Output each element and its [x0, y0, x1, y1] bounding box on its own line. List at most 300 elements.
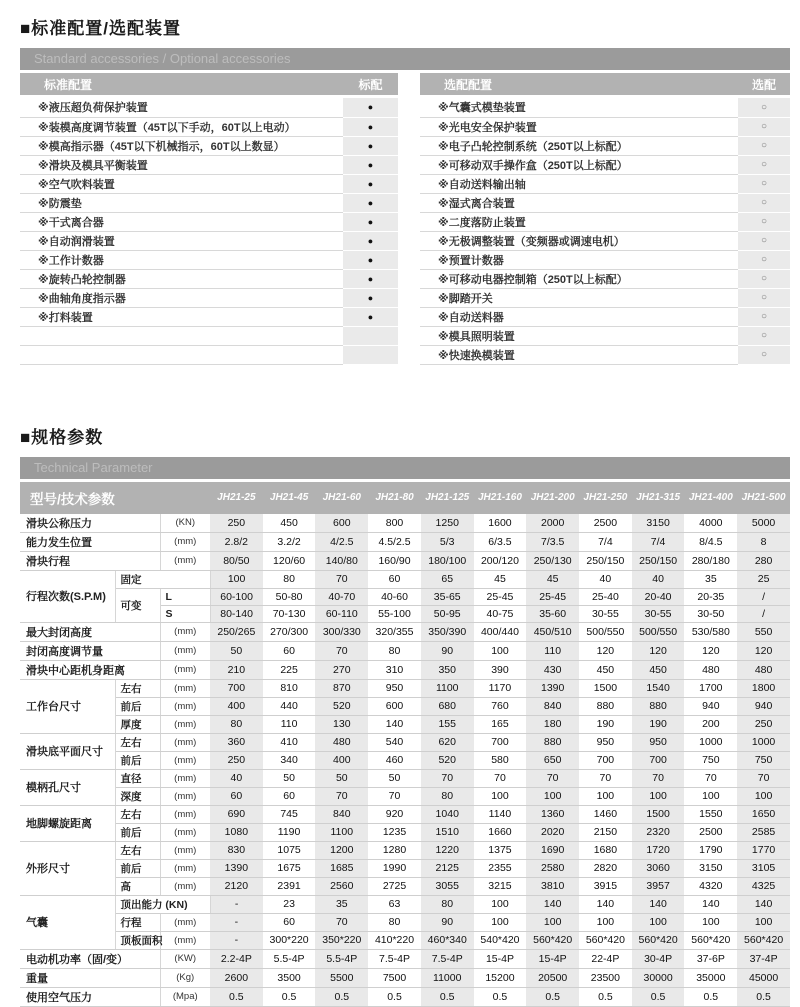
standard-accessories-table [20, 73, 398, 365]
spec-value: 70 [315, 787, 368, 805]
spec-value: 2500 [579, 514, 632, 533]
accessory-label: ※旋转凸轮控制器 [20, 269, 343, 288]
spec-value: 760 [474, 697, 527, 715]
spec-sub-label: 固定 [115, 570, 210, 588]
accessory-mark: ● [343, 288, 398, 307]
spec-value: 50 [315, 769, 368, 787]
spec-value: 7/4 [632, 532, 685, 551]
spec-unit: (Kg) [160, 968, 210, 987]
accessory-label: ※自动送料输出轴 [420, 174, 738, 193]
accessory-label: ※模高指示器（45T以下机械指示，60T以上数显） [20, 136, 343, 155]
spec-value: 500/550 [579, 622, 632, 641]
spec-value: 40 [632, 570, 685, 588]
accessory-row [20, 212, 398, 231]
section-accessories [20, 14, 790, 365]
model-header: JH21-25 [210, 482, 263, 514]
accessory-row [20, 345, 398, 364]
spec-value: 2120 [210, 877, 263, 895]
spec-value: 2580 [526, 859, 579, 877]
spec-value: 5/3 [421, 532, 474, 551]
accessory-mark: ● [343, 231, 398, 250]
spec-row [20, 987, 790, 1006]
spec-sub-label: 左右 [115, 841, 160, 859]
spec-value: 200 [684, 715, 737, 733]
spec-value: 70 [315, 913, 368, 931]
accessory-row [420, 212, 790, 231]
accessory-label: ※液压超负荷保护装置 [20, 98, 343, 117]
accessory-label: ※气囊式模垫装置 [420, 98, 738, 117]
spec-value: 0.5 [421, 987, 474, 1006]
accessory-row [420, 288, 790, 307]
accessories-subheading-bar: Standard accessories / Optional accessories [20, 48, 790, 70]
spec-value: 1250 [421, 514, 474, 533]
spec-value: 400/440 [474, 622, 527, 641]
accessory-row [420, 326, 790, 345]
model-header: JH21-200 [526, 482, 579, 514]
standard-header-row [20, 73, 398, 95]
spec-sub-label: 左右 [115, 805, 160, 823]
spec-value: 0.5 [737, 987, 790, 1006]
accessories-heading: ■标准配置/选配装置 [20, 19, 181, 38]
spec-value: 30-55 [632, 605, 685, 622]
spec-value: 7/3.5 [526, 532, 579, 551]
accessory-row [420, 250, 790, 269]
spec-value: 100 [737, 787, 790, 805]
spec-value: 70 [421, 769, 474, 787]
spec-value: 7.5-4P [421, 949, 474, 968]
accessory-label: ※干式离合器 [20, 212, 343, 231]
accessory-mark: ○ [738, 269, 790, 288]
accessory-row [20, 231, 398, 250]
spec-value: 45 [474, 570, 527, 588]
spec-value: 2020 [526, 823, 579, 841]
spec-value: 120 [579, 641, 632, 660]
spec-row [20, 877, 790, 895]
spec-value: 100 [684, 913, 737, 931]
spec-value: 55-100 [368, 605, 421, 622]
spec-value: 140/80 [315, 551, 368, 570]
standard-header-label: 标准配置 [20, 73, 343, 95]
spec-value: 1680 [579, 841, 632, 859]
spec-value: 580 [474, 751, 527, 769]
spec-value: 2355 [474, 859, 527, 877]
spec-value: 1720 [632, 841, 685, 859]
accessory-label: ※防震垫 [20, 193, 343, 212]
spec-value: 690 [210, 805, 263, 823]
accessories-tables [20, 73, 790, 365]
spec-value: 70 [526, 769, 579, 787]
spec-row [20, 913, 790, 931]
spec-value: 1675 [263, 859, 316, 877]
accessory-label: ※光电安全保护装置 [420, 117, 738, 136]
accessory-label: ※快速换模装置 [420, 345, 738, 364]
spec-value: 920 [368, 805, 421, 823]
spec-row [20, 823, 790, 841]
spec-value: 3150 [684, 859, 737, 877]
spec-value: 840 [315, 805, 368, 823]
accessory-row [20, 155, 398, 174]
spec-value: 300*220 [263, 931, 316, 949]
section-specs [20, 423, 790, 1007]
spec-value: 8 [737, 532, 790, 551]
spec-value: 2725 [368, 877, 421, 895]
spec-value: 450/510 [526, 622, 579, 641]
spec-row [20, 532, 790, 551]
spec-value: 20-40 [632, 588, 685, 605]
spec-row-label: 滑块底平面尺寸 [20, 733, 115, 769]
accessory-row [420, 174, 790, 193]
accessory-mark: ○ [738, 288, 790, 307]
spec-value: 480 [684, 660, 737, 679]
spec-value: 520 [315, 697, 368, 715]
accessory-row [20, 250, 398, 269]
accessory-row [420, 345, 790, 364]
spec-value: 250 [737, 715, 790, 733]
spec-value: 700 [632, 751, 685, 769]
accessory-label: ※预置计数器 [420, 250, 738, 269]
spec-value: 700 [474, 733, 527, 751]
model-header: JH21-80 [368, 482, 421, 514]
accessory-row [20, 326, 398, 345]
spec-row-label: 模柄孔尺寸 [20, 769, 115, 805]
spec-value: 460 [368, 751, 421, 769]
spec-value: 1375 [474, 841, 527, 859]
spec-value: 5.5-4P [263, 949, 316, 968]
spec-value: 100 [474, 641, 527, 660]
accessory-row [420, 155, 790, 174]
spec-value: 800 [368, 514, 421, 533]
spec-row [20, 733, 790, 751]
spec-value: 140 [737, 895, 790, 913]
accessory-label [20, 345, 343, 364]
accessory-row [20, 117, 398, 136]
spec-value: 450 [263, 514, 316, 533]
accessory-mark: ○ [738, 136, 790, 155]
model-header: JH21-315 [632, 482, 685, 514]
spec-value: 1770 [737, 841, 790, 859]
model-header: JH21-160 [474, 482, 527, 514]
spec-value: 450 [632, 660, 685, 679]
spec-value: 35 [315, 895, 368, 913]
spec-value: 30-55 [579, 605, 632, 622]
spec-value: 400 [315, 751, 368, 769]
spec-value: - [210, 895, 263, 913]
spec-value: 15200 [474, 968, 527, 987]
spec-value: 225 [263, 660, 316, 679]
spec-value: 810 [263, 679, 316, 697]
accessory-label: ※曲轴角度指示器 [20, 288, 343, 307]
spec-row [20, 931, 790, 949]
spec-value: 190 [579, 715, 632, 733]
spec-value: 250/265 [210, 622, 263, 641]
model-header: JH21-250 [579, 482, 632, 514]
spec-value: 1500 [632, 805, 685, 823]
spec-value: 0.5 [579, 987, 632, 1006]
spec-value: 1100 [315, 823, 368, 841]
specs-heading: ■规格参数 [20, 427, 104, 447]
spec-value: 0.5 [526, 987, 579, 1006]
spec-value: 140 [526, 895, 579, 913]
spec-row [20, 859, 790, 877]
spec-value: 65 [421, 570, 474, 588]
spec-value: 350/390 [421, 622, 474, 641]
spec-sub-label: 左右 [115, 733, 160, 751]
accessory-label: ※装模高度调节装置（45T以下手动，60T以上电动） [20, 117, 343, 136]
spec-value: 140 [368, 715, 421, 733]
accessory-mark: ○ [738, 174, 790, 193]
spec-value: 3810 [526, 877, 579, 895]
spec-value: 4/2.5 [315, 532, 368, 551]
accessory-mark: ● [343, 212, 398, 231]
spec-value: 950 [579, 733, 632, 751]
spec-value: 110 [263, 715, 316, 733]
spec-value: 80-140 [210, 605, 263, 622]
spec-value: 2585 [737, 823, 790, 841]
spec-value: 350*220 [315, 931, 368, 949]
spec-row [20, 588, 790, 605]
spec-value: 60-100 [210, 588, 263, 605]
accessory-row [420, 269, 790, 288]
optional-accessories-table [420, 73, 790, 365]
spec-value: 100 [579, 787, 632, 805]
accessory-label: ※打料装置 [20, 307, 343, 326]
accessory-label: ※滑块及模具平衡装置 [20, 155, 343, 174]
spec-value: 1510 [421, 823, 474, 841]
accessory-row [20, 307, 398, 326]
spec-value: 70-130 [263, 605, 316, 622]
spec-value: - [210, 913, 263, 931]
spec-value: 500/550 [632, 622, 685, 641]
accessory-label: ※无极调整装置（变频器或调速电机） [420, 231, 738, 250]
spec-value: / [737, 588, 790, 605]
spec-value: 2125 [421, 859, 474, 877]
spec-row [20, 895, 790, 913]
spec-value: 1660 [474, 823, 527, 841]
spec-value: 0.5 [684, 987, 737, 1006]
spec-row [20, 551, 790, 570]
spec-value: 35-60 [526, 605, 579, 622]
spec-value: 1170 [474, 679, 527, 697]
spec-value: 940 [737, 697, 790, 715]
accessory-mark: ○ [738, 155, 790, 174]
spec-value: 30-4P [632, 949, 685, 968]
spec-unit: (mm) [160, 660, 210, 679]
spec-value: 120 [632, 641, 685, 660]
spec-unit: (mm) [160, 532, 210, 551]
spec-value: 550 [737, 622, 790, 641]
spec-value: 120 [684, 641, 737, 660]
accessory-label: ※空气吹料装置 [20, 174, 343, 193]
spec-value: 20-35 [684, 588, 737, 605]
spec-value: 2.2-4P [210, 949, 263, 968]
spec-value: 35 [684, 570, 737, 588]
spec-value: 80 [421, 787, 474, 805]
spec-value: 100 [526, 787, 579, 805]
spec-sub2-label: S [160, 605, 210, 622]
spec-value: 60 [368, 570, 421, 588]
spec-value: 360 [210, 733, 263, 751]
spec-value: 120 [737, 641, 790, 660]
spec-value: 250 [210, 751, 263, 769]
spec-value: 4320 [684, 877, 737, 895]
spec-value: 40 [210, 769, 263, 787]
spec-row [20, 715, 790, 733]
accessory-row [20, 269, 398, 288]
spec-value: 140 [632, 895, 685, 913]
spec-unit: (mm) [160, 679, 210, 697]
model-header: JH21-400 [684, 482, 737, 514]
accessory-mark: ● [343, 250, 398, 269]
accessory-mark [343, 345, 398, 364]
spec-value: 4.5/2.5 [368, 532, 421, 551]
spec-value: 250/130 [526, 551, 579, 570]
spec-value: 130 [315, 715, 368, 733]
spec-row [20, 679, 790, 697]
spec-value: 1235 [368, 823, 421, 841]
accessory-mark: ○ [738, 307, 790, 326]
spec-value: 1190 [263, 823, 316, 841]
spec-unit: (mm) [160, 913, 210, 931]
spec-value: 50 [368, 769, 421, 787]
spec-value: 70 [315, 570, 368, 588]
accessory-row [420, 98, 790, 117]
accessory-mark: ● [343, 307, 398, 326]
accessory-mark: ○ [738, 250, 790, 269]
accessory-mark: ○ [738, 212, 790, 231]
spec-value: 70 [579, 769, 632, 787]
spec-value: 100 [210, 570, 263, 588]
spec-unit: (mm) [160, 931, 210, 949]
spec-value: 1100 [421, 679, 474, 697]
spec-value: 3150 [632, 514, 685, 533]
accessory-mark: ● [343, 174, 398, 193]
spec-row [20, 570, 790, 588]
spec-value: 530/580 [684, 622, 737, 641]
accessory-row [20, 136, 398, 155]
spec-value: 390 [474, 660, 527, 679]
spec-value: 0.5 [315, 987, 368, 1006]
spec-value: 40-60 [368, 588, 421, 605]
spec-sub-label: 深度 [115, 787, 160, 805]
spec-value: 1280 [368, 841, 421, 859]
spec-value: 600 [315, 514, 368, 533]
spec-row [20, 841, 790, 859]
spec-value: 2560 [315, 877, 368, 895]
spec-value: 1550 [684, 805, 737, 823]
spec-value: 1075 [263, 841, 316, 859]
spec-row-label: 地脚螺旋距离 [20, 805, 115, 841]
spec-value: 4325 [737, 877, 790, 895]
spec-value: 0.5 [632, 987, 685, 1006]
spec-value: 140 [579, 895, 632, 913]
spec-value: 300/330 [315, 622, 368, 641]
spec-value: 6/3.5 [474, 532, 527, 551]
spec-value: 0.5 [474, 987, 527, 1006]
spec-unit: (KW) [160, 949, 210, 968]
accessory-mark: ○ [738, 345, 790, 364]
spec-value: 340 [263, 751, 316, 769]
spec-value: 1990 [368, 859, 421, 877]
model-header: JH21-60 [315, 482, 368, 514]
spec-value: 60 [263, 913, 316, 931]
spec-value: 40-70 [315, 588, 368, 605]
spec-value: 2600 [210, 968, 263, 987]
spec-value: 2000 [526, 514, 579, 533]
spec-value: 840 [526, 697, 579, 715]
spec-value: 3215 [474, 877, 527, 895]
spec-value: 270 [315, 660, 368, 679]
spec-value: 1000 [737, 733, 790, 751]
spec-sub2-label: L [160, 588, 210, 605]
spec-value: 165 [474, 715, 527, 733]
spec-value: 50 [210, 641, 263, 660]
spec-value: 560*420 [632, 931, 685, 949]
spec-unit: (mm) [160, 751, 210, 769]
spec-value: 1690 [526, 841, 579, 859]
spec-sub-label: 顶板面积 [115, 931, 160, 949]
accessory-row [20, 98, 398, 117]
spec-row-label: 最大封闭高度 [20, 622, 160, 641]
spec-value: 155 [421, 715, 474, 733]
spec-value: 22-4P [579, 949, 632, 968]
spec-row [20, 660, 790, 679]
spec-value: 280/180 [684, 551, 737, 570]
spec-value: 25-45 [526, 588, 579, 605]
spec-value: 110 [526, 641, 579, 660]
spec-value: 3055 [421, 877, 474, 895]
spec-value: 0.5 [263, 987, 316, 1006]
spec-value: 410*220 [368, 931, 421, 949]
spec-sub-label: 前后 [115, 751, 160, 769]
spec-value: 5.5-4P [315, 949, 368, 968]
spec-value: 160/90 [368, 551, 421, 570]
spec-row [20, 697, 790, 715]
spec-value: 410 [263, 733, 316, 751]
spec-value: 2320 [632, 823, 685, 841]
spec-value: 100 [526, 913, 579, 931]
spec-value: 200/120 [474, 551, 527, 570]
accessory-mark: ○ [738, 98, 790, 117]
spec-sub-label: 行程 [115, 913, 160, 931]
spec-value: 250/150 [632, 551, 685, 570]
spec-value: 250 [210, 514, 263, 533]
spec-value: 15-4P [526, 949, 579, 968]
accessory-mark: ○ [738, 326, 790, 345]
accessory-row [420, 193, 790, 212]
spec-value: 680 [421, 697, 474, 715]
spec-unit: (mm) [160, 641, 210, 660]
spec-value: 70 [632, 769, 685, 787]
spec-value: 0.5 [210, 987, 263, 1006]
model-header: JH21-500 [737, 482, 790, 514]
spec-value: 320/355 [368, 622, 421, 641]
spec-sub-label: 前后 [115, 697, 160, 715]
spec-value: 540 [368, 733, 421, 751]
spec-value: 750 [684, 751, 737, 769]
spec-value: 280 [737, 551, 790, 570]
accessory-mark: ● [343, 136, 398, 155]
spec-value: 30-50 [684, 605, 737, 622]
standard-accessories-body [20, 98, 398, 364]
accessory-row [420, 136, 790, 155]
spec-unit: (mm) [160, 805, 210, 823]
spec-value: 430 [526, 660, 579, 679]
spec-value: 880 [632, 697, 685, 715]
spec-value: 1460 [579, 805, 632, 823]
spec-unit: (Mpa) [160, 987, 210, 1006]
accessory-mark: ○ [738, 231, 790, 250]
spec-value: 1140 [474, 805, 527, 823]
